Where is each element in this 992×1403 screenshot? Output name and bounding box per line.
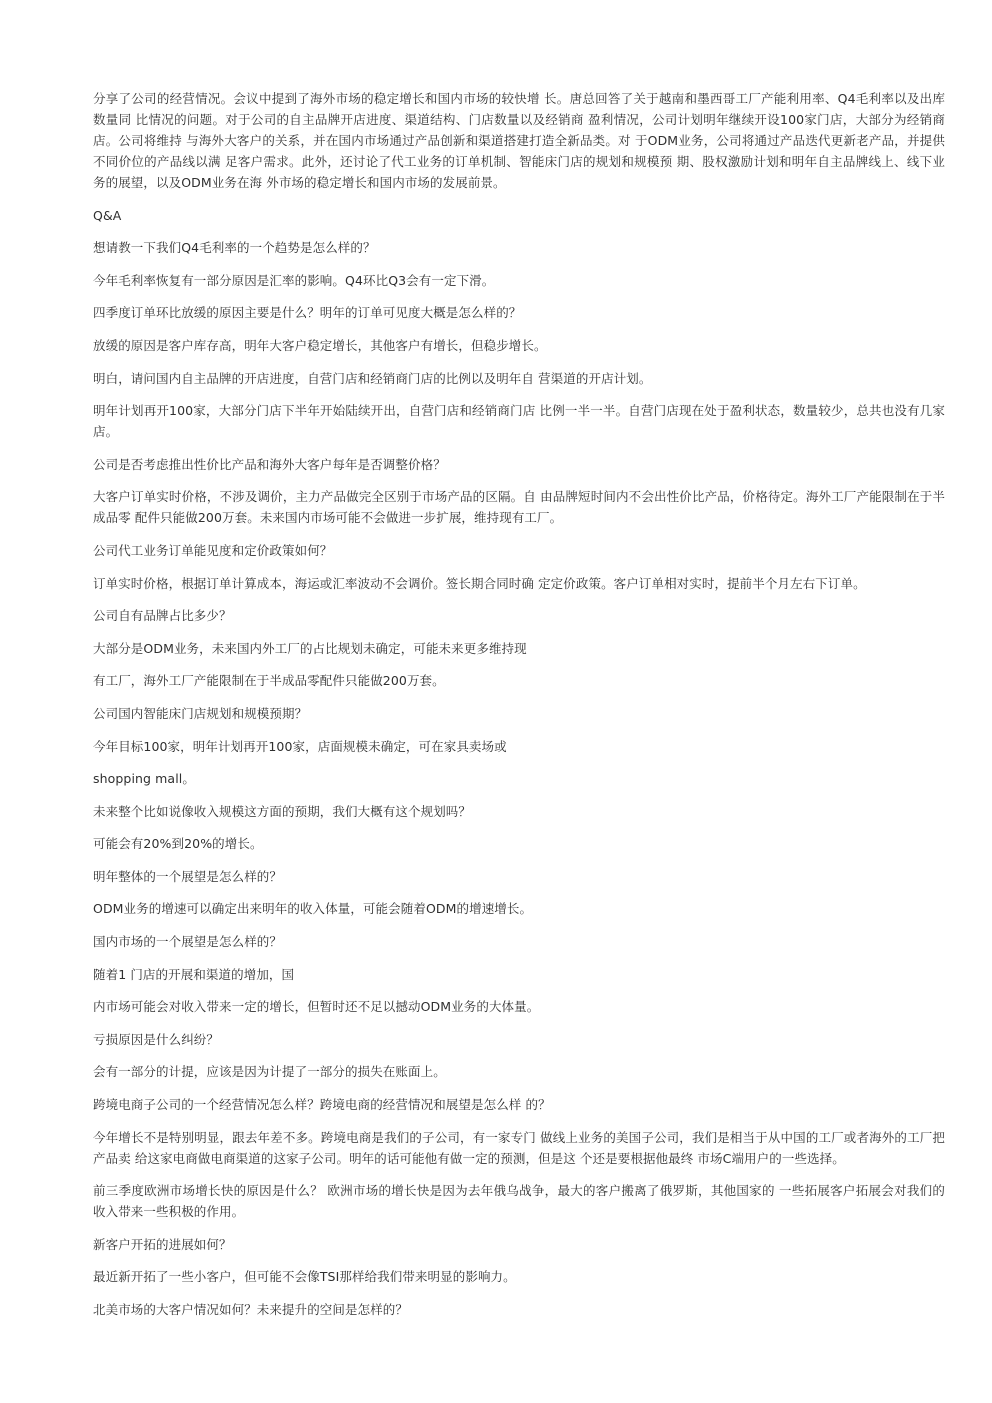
question-loss-reason: 亏损原因是什么纠纷？ — [93, 1031, 220, 1047]
question-revenue-scale: 未来整个比如说像收入规模这方面的预期，我们大概有这个规划吗？ — [93, 803, 472, 819]
answer-cross-border-ecommerce: 今年增长不是特别明显，跟去年差不多。跨境电商是我们的子公司，有一家专门 做线上业务的美国子公司，我们是相当于从中国的工厂或者海外的工厂把产品卖 给这家电商做电商渠道的这家子公司。明年的话可能他有做一定的预测，但是这 个还是要根据他最终 市场C端用户的一些选择。 — [93, 1129, 945, 1166]
question-oem-visibility: 公司代工业务订单能见度和定价政策如何？ — [93, 542, 333, 558]
question-smart-bed-stores: 公司国内智能床门店规划和规模预期？ — [93, 705, 308, 721]
answer-domestic-outlook-line2: 内市场可能会对收入带来一定的增长，但暂时还不足以撼动ODM业务的大体量。 — [93, 999, 540, 1015]
question-store-opening: 明白，请问国内自主品牌的开店进度，自营门店和经销商门店的比例以及明年自 营渠道的开店计划。 — [93, 370, 652, 386]
question-q4-margin: 想请教一下我们Q4毛利率的一个趋势是怎么样的？ — [93, 240, 376, 256]
answer-q4-margin: 今年毛利率恢复有一部分原因是汇率的影响。Q4环比Q3会有一定下滑。 — [93, 272, 495, 288]
summary-paragraph: 分享了公司的经营情况。会议中提到了海外市场的稳定增长和国内市场的较快增 长。唐总回答了关于越南和墨西哥工厂产能利用率、Q4毛利率以及出库数量同 比情况的问题。对于公司的自主品牌开店进度、渠道结构、门店数量以及经销商 盈利情况，公司计划明年继续开设100家门店，大部分为经销商店。公司将维持 与海外大客户的关系，并在国内市场通过产品创新和渠道搭建打造全新品类。对 于ODM业务，公司将通过产品迭代更新老产品，并提供不同价位的产品线以满 足客户需求。此外，还讨论了代工业务的订单机制、智能床门店的规划和规模预 期、股权激励计划和明年自主品牌线上、线下业务的展望，以及ODM业务在海 外市场的稳定增长和国内市场的发展前景。 — [93, 91, 945, 190]
answer-overall-outlook: ODM业务的增速可以确定出来明年的收入体量，可能会随着ODM的增速增长。 — [93, 901, 533, 917]
qa-europe-growth: 前三季度欧洲市场增长快的原因是什么？ 欧洲市场的增长快是因为去年俄乌战争，最大的客户搬离了俄罗斯，其他国家的 一些拓展客户拓展会对我们的收入带来一些积极的作用。 — [93, 1183, 945, 1220]
question-domestic-outlook: 国内市场的一个展望是怎么样的？ — [93, 934, 283, 950]
question-pricing: 公司是否考虑推出性价比产品和海外大客户每年是否调整价格？ — [93, 456, 446, 472]
answer-pricing: 大客户订单实时价格，不涉及调价，主力产品做完全区别于市场产品的区隔。自 由品牌短时间内不会出性价比产品，价格待定。海外工厂产能限制在于半成品零 配件只能做200万套。未来国内市场可能不会做进一步扩展，维持现有工厂。 — [93, 489, 945, 526]
question-own-brand-share: 公司自有品牌占比多少？ — [93, 608, 232, 624]
answer-oem-visibility: 订单实时价格，根据订单计算成本，海运或汇率波动不会调价。签长期合同时确 定定价政策。客户订单相对实时，提前半个月左右下订单。 — [93, 575, 866, 591]
document-page — [93, 88, 945, 1332]
answer-order-slowdown: 放缓的原因是客户库存高，明年大客户稳定增长，其他客户有增长，但稳步增长。 — [93, 337, 547, 353]
answer-store-opening: 明年计划再开100家，大部分门店下半年开始陆续开出，自营门店和经销商门店 比例一半一半。自营门店现在处于盈利状态，数量较少，总共也没有几家店。 — [93, 403, 945, 440]
answer-smart-bed-stores-line1: 今年目标100家，明年计划再开100家，店面规模未确定，可在家具卖场或 — [93, 738, 507, 754]
answer-revenue-scale: 可能会有20%到20%的增长。 — [93, 836, 263, 852]
answer-loss-reason: 会有一部分的计提，应该是因为计提了一部分的损失在账面上。 — [93, 1064, 446, 1080]
question-cross-border-ecommerce: 跨境电商子公司的一个经营情况怎么样？跨境电商的经营情况和展望是怎么样 的？ — [93, 1097, 551, 1113]
question-north-america: 北美市场的大客户情况如何？未来提升的空间是怎样的？ — [93, 1302, 409, 1317]
question-order-slowdown: 四季度订单环比放缓的原因主要是什么？明年的订单可见度大概是怎么样的？ — [93, 305, 522, 321]
question-overall-outlook: 明年整体的一个展望是怎么样的？ — [93, 868, 283, 884]
answer-smart-bed-stores-line2: shopping mall。 — [93, 771, 195, 787]
qa-heading: Q&A — [93, 207, 122, 223]
answer-new-customers: 最近新开拓了一些小客户，但可能不会像TSI那样给我们带来明显的影响力。 — [93, 1269, 516, 1285]
question-new-customers: 新客户开拓的进展如何？ — [93, 1236, 232, 1252]
answer-own-brand-share-line2: 有工厂，海外工厂产能限制在于半成品零配件只能做200万套。 — [93, 673, 445, 689]
answer-own-brand-share-line1: 大部分是ODM业务，未来国内外工厂的占比规划未确定，可能未来更多维持现 — [93, 640, 527, 656]
answer-domestic-outlook-line1: 随着1 门店的开展和渠道的增加，国 — [93, 966, 295, 982]
